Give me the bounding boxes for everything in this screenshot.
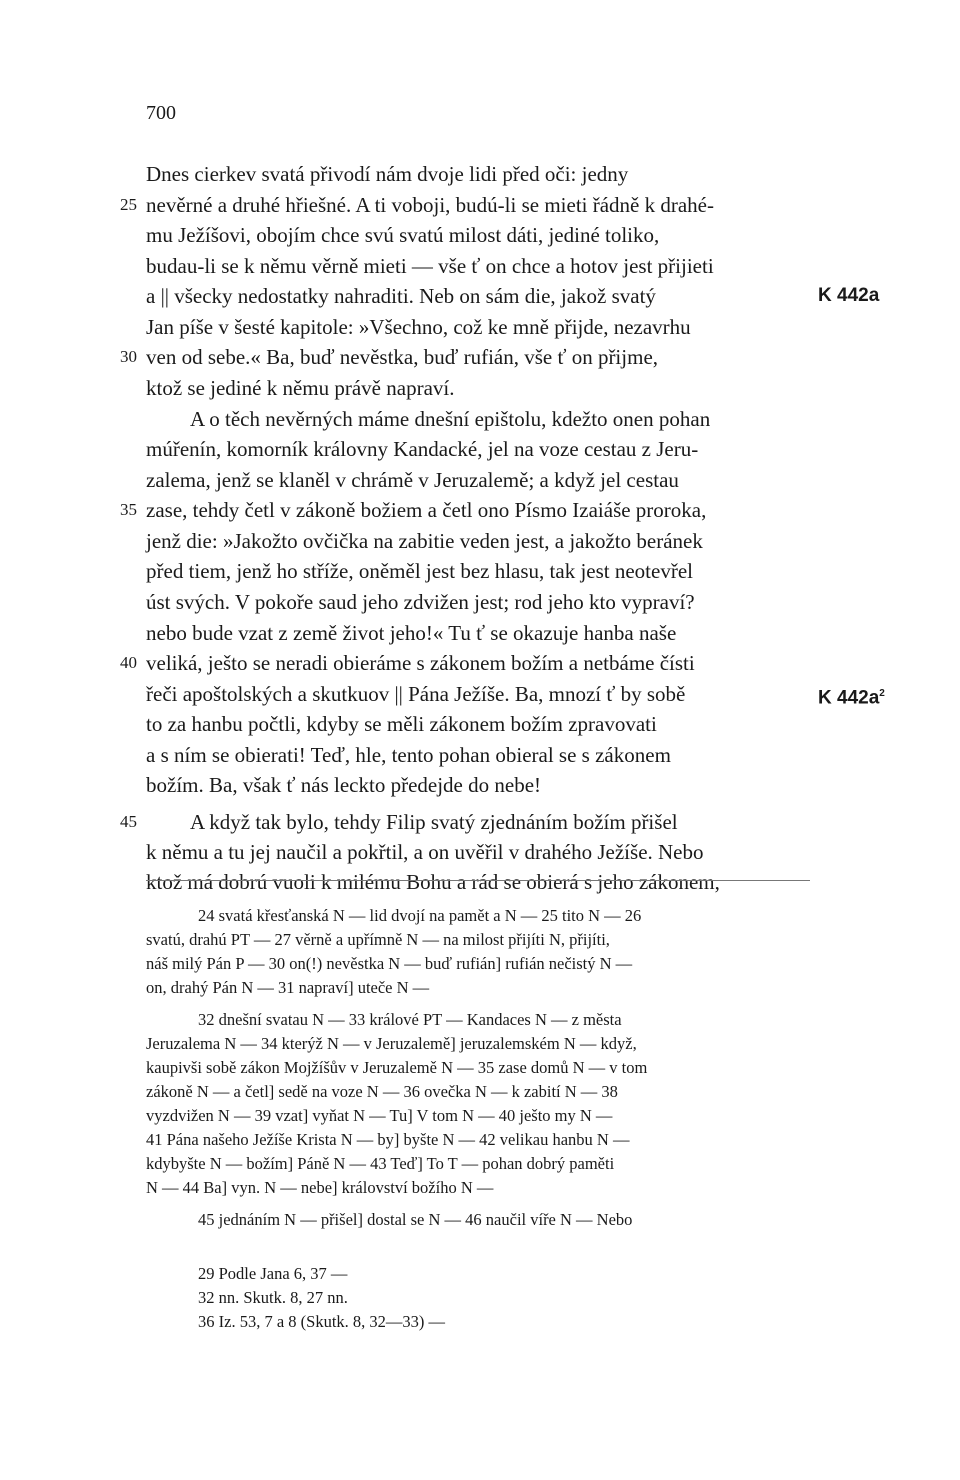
footnote-line: náš milý Pán P — 30 on(!) nevěstka N — buď rufián] rufián nečistý N — <box>146 954 633 973</box>
line-number: 40 <box>120 653 137 672</box>
text-line: veliká, ješto se neradi obieráme s zákonem božím a netbáme čísti <box>146 651 695 675</box>
footnote-line: N — 44 Ba] vyn. N — nebe] království božího N — <box>146 1178 494 1197</box>
text-line: ktož se jediné k němu právě napraví. <box>146 376 455 400</box>
text-line: a s ním se obierati! Teď, hle, tento pohan obieral se s zákonem <box>146 743 671 767</box>
reference-line: 32 nn. Skutk. 8, 27 nn. <box>198 1288 348 1307</box>
text-line: úst svých. V pokoře saud jeho zdvižen jest; rod jeho kto vypraví? <box>146 590 695 614</box>
footnote-line: kdybyšte N — božím] Páně N — 43 Teď] To T — pohan dobrý paměti <box>146 1154 615 1173</box>
footnote-line: 24 svatá křesťanská N — lid dvojí na pamět a N — 25 tito N — 26 <box>198 906 642 925</box>
reference-line: 29 Podle Jana 6, 37 — <box>198 1264 348 1283</box>
text-line: to za hanbu počtli, kdyby se měli zákonem božím zpravovati <box>146 712 657 736</box>
margin-note-text: K 442a <box>818 687 880 709</box>
text-line: mu Ježíšovi, obojím chce svú svatú milost dáti, jediné toliko, <box>146 223 660 247</box>
line-number: 30 <box>120 347 137 366</box>
margin-note: K 442a <box>818 285 880 306</box>
footnote-line: svatú, drahú PT — 27 věrně a upřímně N — na milost přijíti N, přijíti, <box>146 930 610 949</box>
text-line: nevěrné a druhé hřiešné. A ti voboji, budú-li se mieti řádně k drahé- <box>146 193 714 217</box>
text-line: jenž die: »Jakožto ovčička na zabitie veden jest, a jakožto beránek <box>146 529 703 553</box>
text-line: a || všecky nedostatky nahraditi. Neb on sám die, jakož svatý <box>146 284 656 308</box>
text-line: k němu a tu jej naučil a pokřtil, a on uvěřil v drahého Ježíše. Nebo <box>146 840 704 864</box>
footnote-line: on, drahý Pán N — 31 napraví] uteče N — <box>146 978 430 997</box>
footnote-line: 45 jednáním N — přišel] dostal se N — 46 naučil víře N — Nebo <box>198 1210 633 1229</box>
footnote-rule <box>146 880 810 881</box>
text-line: před tiem, jenž ho stříže, oněměl jest bez hlasu, tak jest neotevřel <box>146 559 693 583</box>
text-line: zalema, jenž se klaněl v chrámě v Jeruzalemě; a když jel cestau <box>146 468 679 492</box>
text-line: ven od sebe.« Ba, buď nevěstka, buď rufián, vše ť on přijme, <box>146 345 659 369</box>
text-line: budau-li se k němu věrně mieti — vše ť on chce a hotov jest přijieti <box>146 254 714 278</box>
page-number: 700 <box>146 102 176 124</box>
text-line: božím. Ba, však ť nás leckto předejde do nebe! <box>146 773 542 797</box>
line-number: 35 <box>120 500 137 519</box>
reference-line: 36 Iz. 53, 7 a 8 (Skutk. 8, 32—33) — <box>198 1312 446 1331</box>
margin-note <box>818 680 885 712</box>
footnote-line: Jeruzalema N — 34 kterýž N — v Jeruzalemě] jeruzalemském N — když, <box>146 1034 637 1053</box>
footnote-line: 32 dnešní svatau N — 33 králové PT — Kandaces N — z města <box>198 1010 622 1029</box>
text-line: řeči apoštolských a skutkuov || Pána Ježíše. Ba, mnozí ť by sobě <box>146 682 686 706</box>
text-line: A o těch nevěrných máme dnešní epištolu, kdežto onen pohan <box>190 407 711 431</box>
line-number: 45 <box>120 812 137 831</box>
text-line: ktož má dobrú vuoli k milému Bohu a rád se obierá s jeho zákonem, <box>146 870 720 894</box>
text-line: zase, tehdy četl v zákoně božiem a četl ono Písmo Izaiáše proroka, <box>146 498 707 522</box>
text-line: A když tak bylo, tehdy Filip svatý zjednáním božím přišel <box>190 810 678 834</box>
footnote-line: 41 Pána našeho Ježíše Krista N — by] byšte N — 42 velikau hanbu N — <box>146 1130 630 1149</box>
footnote-line: zákoně N — a četl] sedě na voze N — 36 ovečka N — k zabití N — 38 <box>146 1082 618 1101</box>
text-line: nebo bude vzat z země život jeho!« Tu ť se okazuje hanba naše <box>146 621 677 645</box>
text-line: Dnes cierkev svatá přivodí nám dvoje lidi před oči: jedny <box>146 162 629 186</box>
line-number: 25 <box>120 195 137 214</box>
footnote-line: kaupivši sobě zákon Mojžíšův v Jeruzalemě N — 35 zase domů N — v tom <box>146 1058 648 1077</box>
margin-note-superscript: 2 <box>879 688 885 699</box>
footnote-line: vyzdvižen N — 39 vzat] vyňat N — Tu] V tom N — 40 ješto my N — <box>146 1106 613 1125</box>
text-line: Jan píše v šesté kapitole: »Všechno, což ke mně přijde, nezavrhu <box>146 315 691 339</box>
text-line: múřenín, komorník královny Kandacké, jel na voze cestau z Jeru- <box>146 437 699 461</box>
